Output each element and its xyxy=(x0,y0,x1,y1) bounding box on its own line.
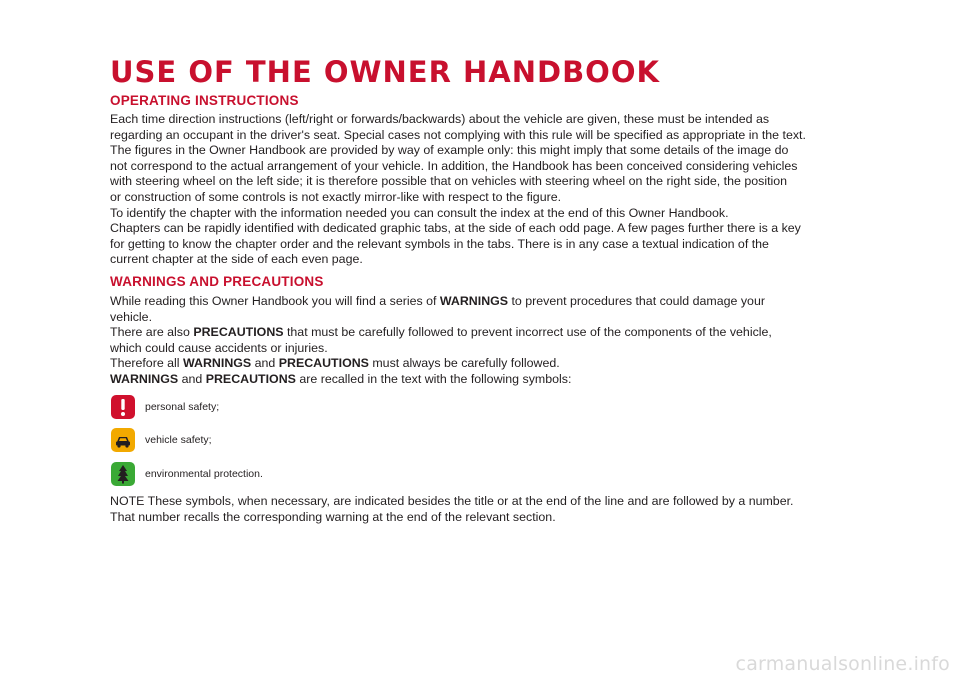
keyword-warnings: WARNINGS xyxy=(110,371,179,386)
text-line xyxy=(110,372,772,388)
text-line: NOTE These symbols, when necessary, are indicated besides the title or at the end of the line and are followed by a number. xyxy=(110,494,794,508)
text-span: and xyxy=(251,356,279,371)
text-line: To identify the chapter with the information needed you can consult the index at the end of this Owner Handbook. xyxy=(110,205,729,220)
text-line: vehicle. xyxy=(110,309,153,324)
page-title: USE OF THE OWNER HANDBOOK xyxy=(110,55,660,89)
text-line xyxy=(110,325,772,341)
keyword-precautions: PRECAUTIONS xyxy=(193,325,284,340)
text-line: Each time direction instructions (left/right or forwards/backwards) about the vehicle are given, these must be intended as xyxy=(110,112,770,126)
text-span: While reading this Owner Handbook you will find a series of xyxy=(110,294,440,308)
keyword-precautions: PRECAUTIONS xyxy=(278,356,369,371)
keyword-warnings: WARNINGS xyxy=(439,294,509,308)
text-span: There are also xyxy=(110,325,194,340)
text-line: That number recalls the corresponding warning at the end of the relevant section. xyxy=(110,509,556,524)
text-span: to prevent procedures that could damage your xyxy=(508,294,765,308)
text-line: or construction of some controls is not exactly mirror-like with respect to the figure. xyxy=(110,189,562,204)
symbol-label: vehicle safety; xyxy=(145,434,212,446)
text-line: regarding an occupant in the driver's seat. Special cases not complying with this rule will be specified as appropriate in the text. xyxy=(110,127,806,142)
symbol-row-vehicle-safety xyxy=(110,426,212,454)
watermark-text: carmanualsonline.info xyxy=(735,653,950,675)
text-line: not correspond to the actual arrangement of your vehicle. In addition, the Handbook has been conceived considering vehicles xyxy=(110,158,798,173)
operating-instructions-body xyxy=(110,112,806,268)
environmental-protection-icon xyxy=(110,461,136,487)
symbol-label: personal safety; xyxy=(145,401,220,413)
text-line xyxy=(110,356,772,372)
text-line: for getting to know the chapter order and the relevant symbols in the tabs. There is in any case a textual indication of the xyxy=(110,236,769,251)
keyword-precautions: PRECAUTIONS xyxy=(205,371,296,386)
text-span: are recalled in the text with the following symbols: xyxy=(295,371,572,386)
text-line: Chapters can be rapidly identified with dedicated graphic tabs, at the side of each odd page. A few pages further there is a key xyxy=(110,221,801,236)
symbol-label: environmental protection. xyxy=(145,468,263,480)
text-span: Therefore all xyxy=(110,356,184,371)
personal-safety-warning-icon xyxy=(110,394,136,420)
section-heading-warnings-precautions: WARNINGS AND PRECAUTIONS xyxy=(110,274,324,289)
text-line: which could cause accidents or injuries. xyxy=(110,340,328,355)
text-line: current chapter at the side of each even page. xyxy=(110,252,363,267)
text-line xyxy=(110,294,772,310)
symbol-row-personal-safety xyxy=(110,393,219,421)
vehicle-safety-icon xyxy=(110,427,136,453)
keyword-warnings: WARNINGS xyxy=(183,356,252,371)
text-span: that must be carefully followed to prevent incorrect use of the components of the vehicle, xyxy=(283,325,772,340)
section-heading-operating-instructions: OPERATING INSTRUCTIONS xyxy=(110,93,299,108)
symbol-row-environmental-protection xyxy=(110,460,263,488)
text-line: The figures in the Owner Handbook are provided by way of example only: this might imply that some details of the image do xyxy=(110,143,789,158)
text-span: and xyxy=(178,371,206,386)
note-text xyxy=(110,494,793,525)
text-span: must always be carefully followed. xyxy=(368,356,560,371)
warnings-body xyxy=(110,294,772,388)
text-line: with steering wheel on the left side; it is therefore possible that on vehicles with steering wheel on the right side, the position xyxy=(110,174,788,189)
